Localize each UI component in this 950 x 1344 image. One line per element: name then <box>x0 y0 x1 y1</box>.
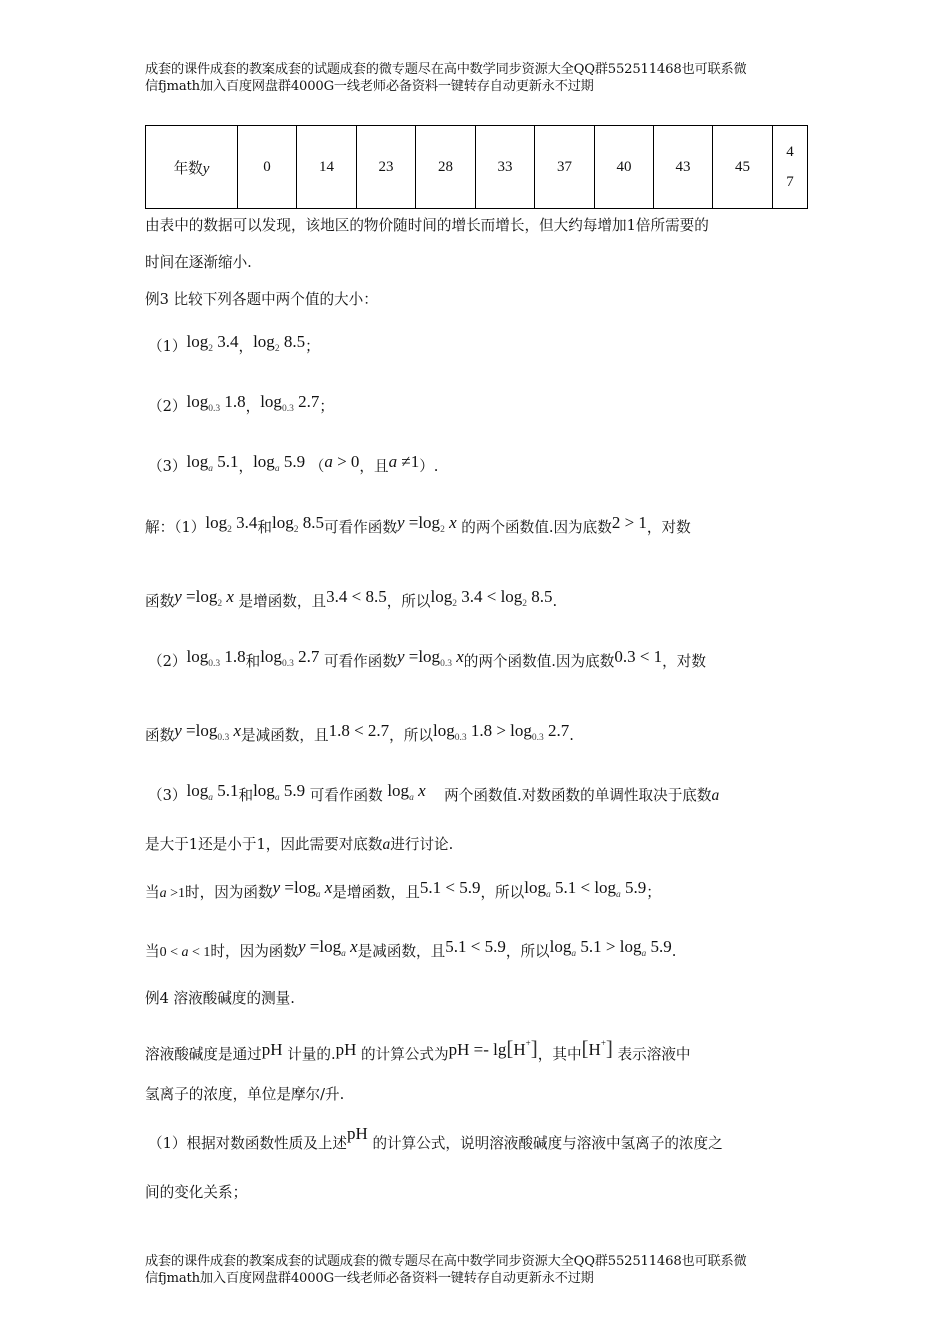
example-3-title: 例3 比较下列各题中两个值的大小： <box>145 291 378 308</box>
example-3-item-2: $(2)\log_{0.3}$ 1.8，$\log_{0.3} 2.7$； <box>148 392 334 415</box>
table-cell: 14 <box>297 126 357 209</box>
header-line-1: 成套的课件成套的教案成套的试题成套的微专题尽在高中数学同步资源大全QQ群552511468也可联系微 <box>145 62 747 77</box>
footer-line-1: 成套的课件成套的教案成套的试题成套的微专题尽在高中数学同步资源大全QQ群552511468也可联系微 <box>145 1254 747 1269</box>
table-cell-last: 4 7 <box>773 126 808 209</box>
footer-line-2: 信fjmath加入百度网盘群4000G一线老师必备资料一键转存自动更新永不过期 <box>145 1271 594 1286</box>
example-4-question-1-line-2: 间的变化关系； <box>145 1184 248 1201</box>
paragraph-observation-2: 时间在逐渐缩小. <box>145 254 252 271</box>
solution-3-line-1: $(3)\log_a$ 5.1和$\log_a 5.9$ 可看作函数 $\log_a x$ 两个函数值.对数函数的单调性取决于底数a <box>148 781 720 804</box>
table-cell: 0 <box>238 126 297 209</box>
example-4-line-2: 氢离子的浓度，单位是摩尔/升. <box>145 1086 345 1103</box>
header-line-2: 信fjmath加入百度网盘群4000G一线老师必备资料一键转存自动更新永不过期 <box>145 79 594 94</box>
years-table <box>145 125 808 209</box>
example-4-title: 例4 溶液酸碱度的测量. <box>145 990 295 1007</box>
table-cell: 23 <box>357 126 416 209</box>
page-header <box>145 61 815 95</box>
solution-1-line-2: 函数$y =\log_2$ x 是增函数，且3.4 < 8.5，所以$\log_2 3.4 < \log_2 8.5$. <box>145 587 558 610</box>
paragraph-observation-1: 由表中的数据可以发现，该地区的物价随时间的增长而增长，但大约每增加1倍所需要的 <box>145 217 709 234</box>
example-4-line-1: 溶液酸碱度是通过pH 计量的.pH 的计算公式为pH =- lg[H+]，其中[H+] 表示溶液中 <box>145 1036 691 1063</box>
solution-2-line-1: $(2)\log_{0.3}$ 1.8和$\log_{0.3} 2.7$ 可看作函数$y =\log_{0.3}$ x的两个函数值.因为底数0.3 < 1，对数 <box>148 647 706 670</box>
table-row-header: 年数y <box>146 126 238 209</box>
solution-1-line-1: 解：$(1)\log_2$ 3.4和$\log_2 8.5$可看作函数$y =\log_2$ x 的两个函数值.因为底数2 > 1，对数 <box>145 513 691 536</box>
example-4-question-1-line-1: （1）根据对数函数性质及上述pH 的计算公式，说明溶液酸碱度与溶液中氢离子的浓度之 <box>148 1124 723 1152</box>
example-3-item-1: $(1)\log_2$ 3.4，$\log_2 8.5$； <box>148 332 320 355</box>
table-cell: 28 <box>416 126 476 209</box>
page-footer <box>145 1253 815 1287</box>
table-cell: 33 <box>476 126 535 209</box>
solution-3-case-a-gt-1: 当a >1时，因为函数$y =\log_a$ x是增函数，且5.1 < 5.9，所以$\log_a 5.1 < \log_a 5.9$； <box>145 878 661 901</box>
table-cell: 37 <box>535 126 595 209</box>
table-cell: 45 <box>713 126 773 209</box>
table-cell: 43 <box>654 126 713 209</box>
solution-3-case-a-lt-1: 当0 < a < 1时，因为函数$y =\log_a$ x是减函数，且5.1 < 5.9，所以$\log_a 5.1 > \log_a 5.9$. <box>145 937 677 960</box>
table-row <box>146 126 808 209</box>
solution-3-line-2: 是大于1还是小于1，因此需要对底数a进行讨论. <box>145 836 454 853</box>
solution-2-line-2: 函数$y =\log_{0.3}$ x是减函数，且1.8 < 2.7，所以$\log_{0.3} 1.8 > \log_{0.3} 2.7$. <box>145 721 574 744</box>
example-3-item-3: $(3)\log_a$ 5.1，$\log_a 5.9$ （a > 0，且a ≠1）. <box>148 452 439 475</box>
table-cell: 40 <box>595 126 654 209</box>
